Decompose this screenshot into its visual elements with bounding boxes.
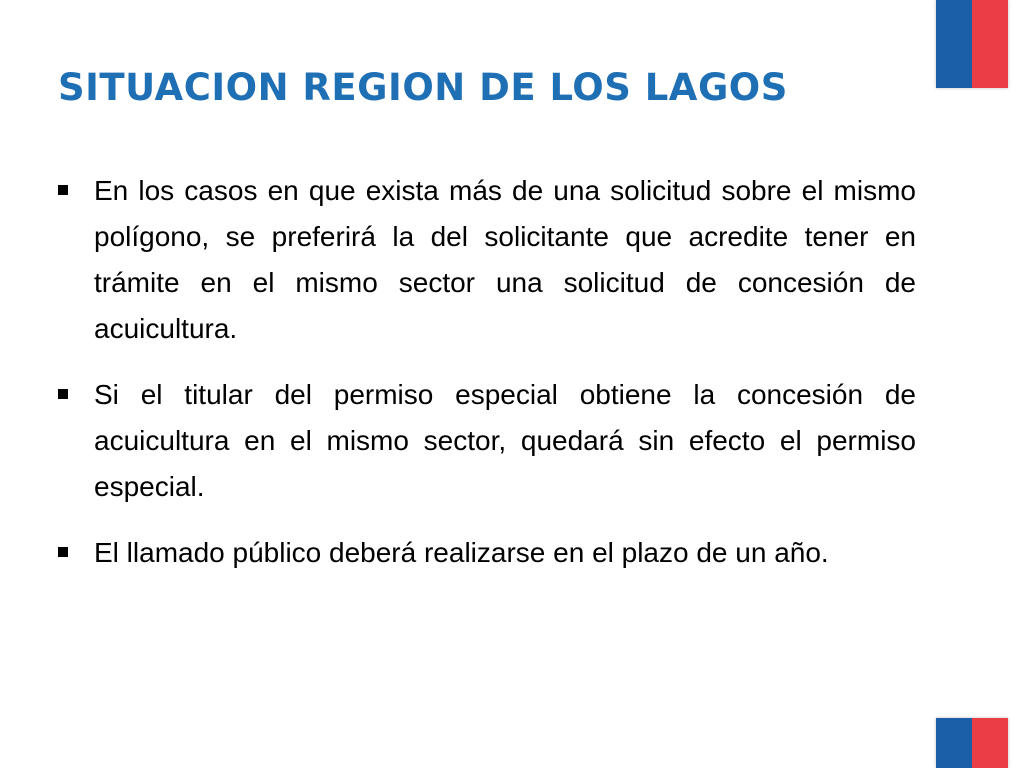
bullet-list — [58, 168, 916, 596]
flag-decoration-bottom — [936, 718, 1008, 768]
bullet-text: El llamado público deberá realizarse en el plazo de un año. — [94, 537, 829, 568]
flag-blue-stripe — [936, 718, 972, 768]
flag-decoration-top — [936, 0, 1008, 88]
slide-title: SITUACION REGION DE LOS LAGOS — [58, 66, 788, 109]
flag-blue-stripe — [936, 0, 972, 88]
square-bullet-icon — [58, 547, 68, 557]
flag-red-stripe — [972, 718, 1008, 768]
bullet-text: Si el titular del permiso especial obtiene la concesión de acuicultura en el mismo sector, quedará sin efecto el permiso especial. — [94, 379, 916, 502]
bullet-text: En los casos en que exista más de una solicitud sobre el mismo polígono, se preferirá la del solicitante que acredite tener en trámite en el mismo sector una solicitud de concesión de acuicultura. — [94, 175, 916, 344]
bullet-item — [58, 530, 916, 576]
square-bullet-icon — [58, 389, 68, 399]
flag-red-stripe — [972, 0, 1008, 88]
bullet-item — [58, 372, 916, 510]
bullet-item — [58, 168, 916, 352]
square-bullet-icon — [58, 185, 68, 195]
